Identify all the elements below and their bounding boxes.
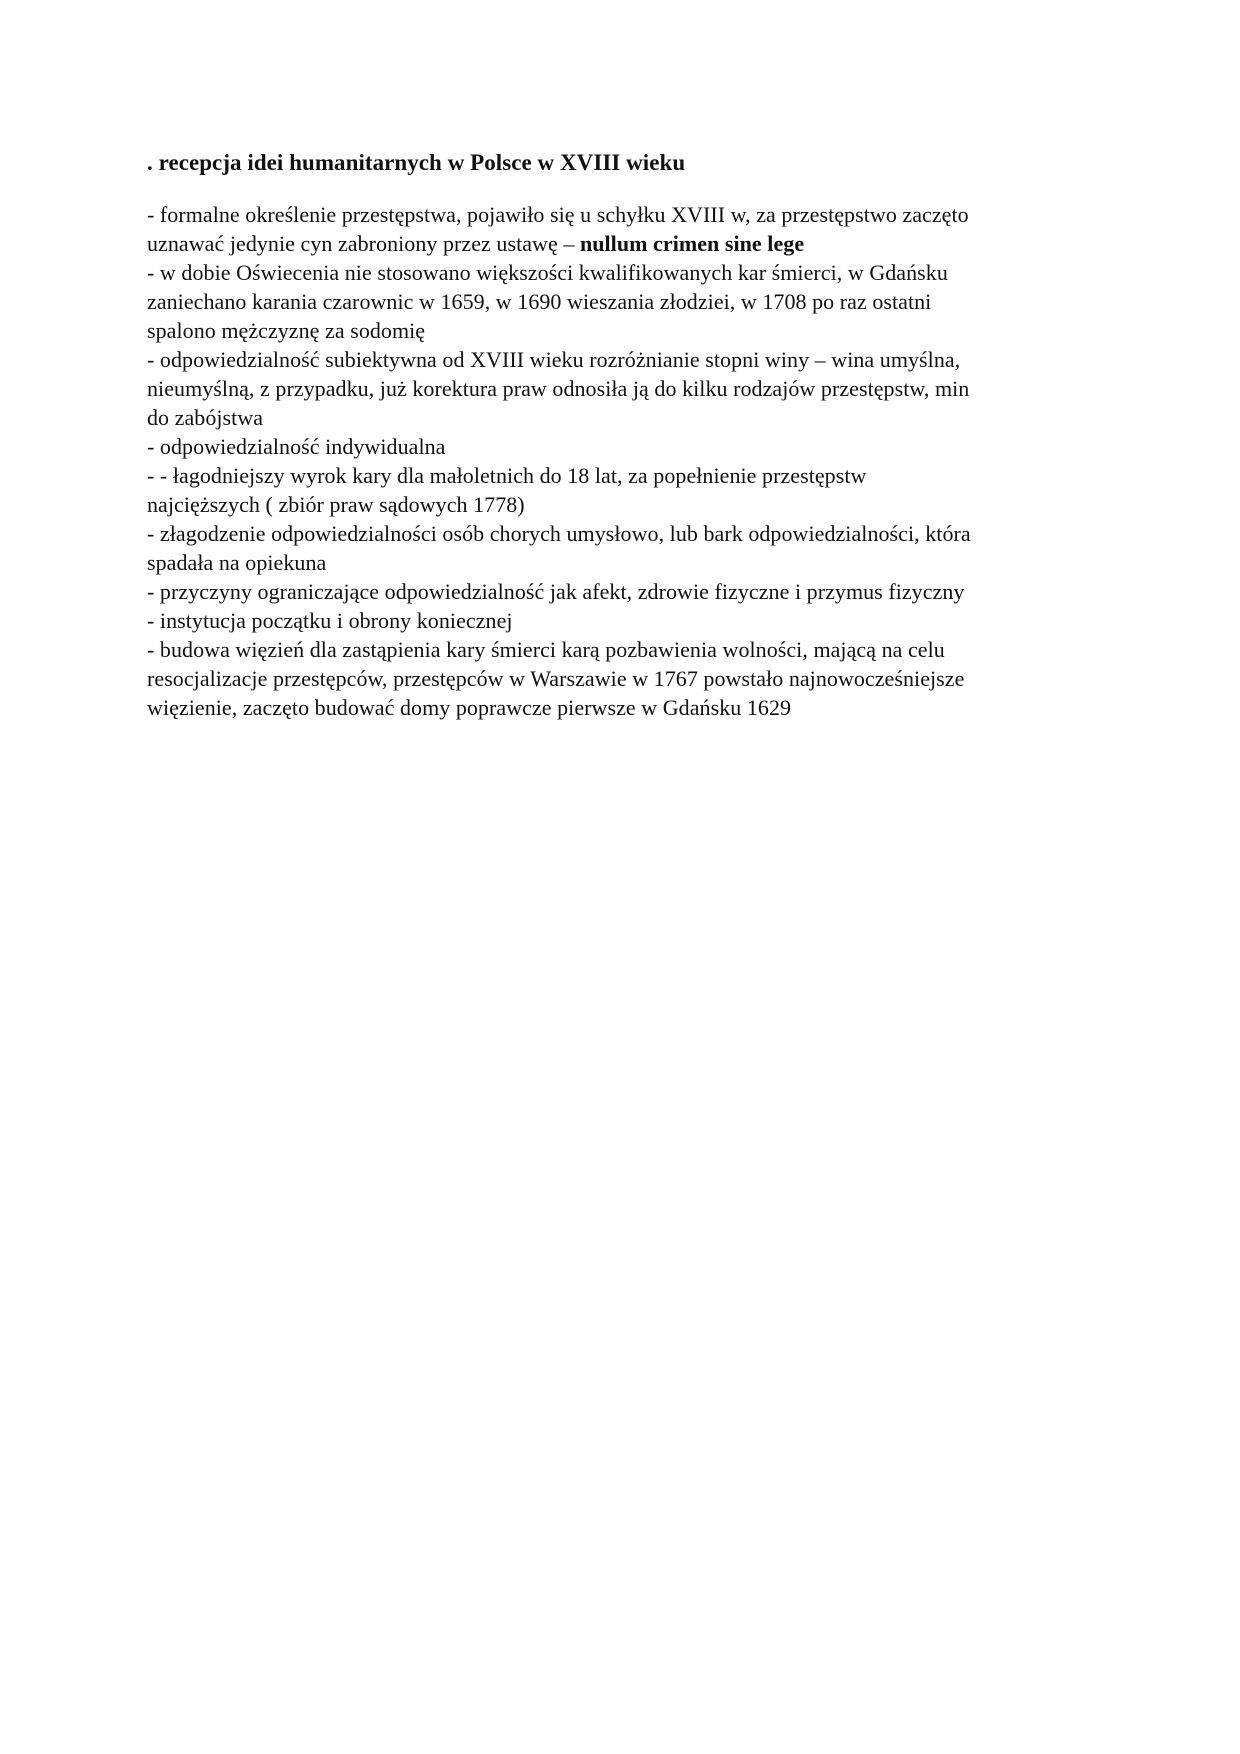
latin-maxim: nullum crimen sine lege <box>579 231 805 256</box>
document-body <box>147 200 1097 722</box>
text-line: nieumyślną, z przypadku, już korektura praw odnosiła ją do kilku rodzajów przestępstw, min <box>147 376 970 401</box>
text-line: - formalne określenie przestępstwa, pojawiło się u schyłku XVIII w, za przestępstwo zaczęto <box>147 202 969 227</box>
text-line: spadała na opiekuna <box>147 550 327 575</box>
text-line: - budowa więzień dla zastąpienia kary śmierci karą pozbawienia wolności, mającą na celu <box>147 637 945 662</box>
text-line: spalono mężczyznę za sodomię <box>147 318 426 343</box>
document-title: . recepcja idei humanitarnych w Polsce w XVIII wieku <box>147 150 686 175</box>
text-line: resocjalizacje przestępców, przestępców w Warszawie w 1767 powstało najnowocześniejsze <box>147 666 965 691</box>
text-line: - złagodzenie odpowiedzialności osób chorych umysłowo, lub bark odpowiedzialności, która <box>147 521 971 546</box>
text-line-segment: uznawać jedynie cyn zabroniony przez ustawę – <box>147 231 580 256</box>
text-line: do zabójstwa <box>147 405 264 430</box>
text-line: więzienie, zaczęto budować domy poprawcze pierwsze w Gdańsku 1629 <box>147 695 792 720</box>
text-line <box>147 229 1097 258</box>
text-line: - instytucja początku i obrony koniecznej <box>147 608 513 633</box>
text-line: - przyczyny ograniczające odpowiedzialność jak afekt, zdrowie fizyczne i przymus fizyczny <box>147 579 965 604</box>
text-line: - odpowiedzialność indywidualna <box>147 434 446 459</box>
text-line: - - łagodniejszy wyrok kary dla małoletnich do 18 lat, za popełnienie przestępstw <box>147 463 867 488</box>
text-line: - w dobie Oświecenia nie stosowano większości kwalifikowanych kar śmierci, w Gdańsku <box>147 260 948 285</box>
text-line: - odpowiedzialność subiektywna od XVIII wieku rozróżnianie stopni winy – wina umyślna, <box>147 347 961 372</box>
text-line: najcięższych ( zbiór praw sądowych 1778) <box>147 492 525 517</box>
document-content <box>147 148 1097 722</box>
text-line: zaniechano karania czarownic w 1659, w 1690 wieszania złodziei, w 1708 po raz ostatni <box>147 289 932 314</box>
